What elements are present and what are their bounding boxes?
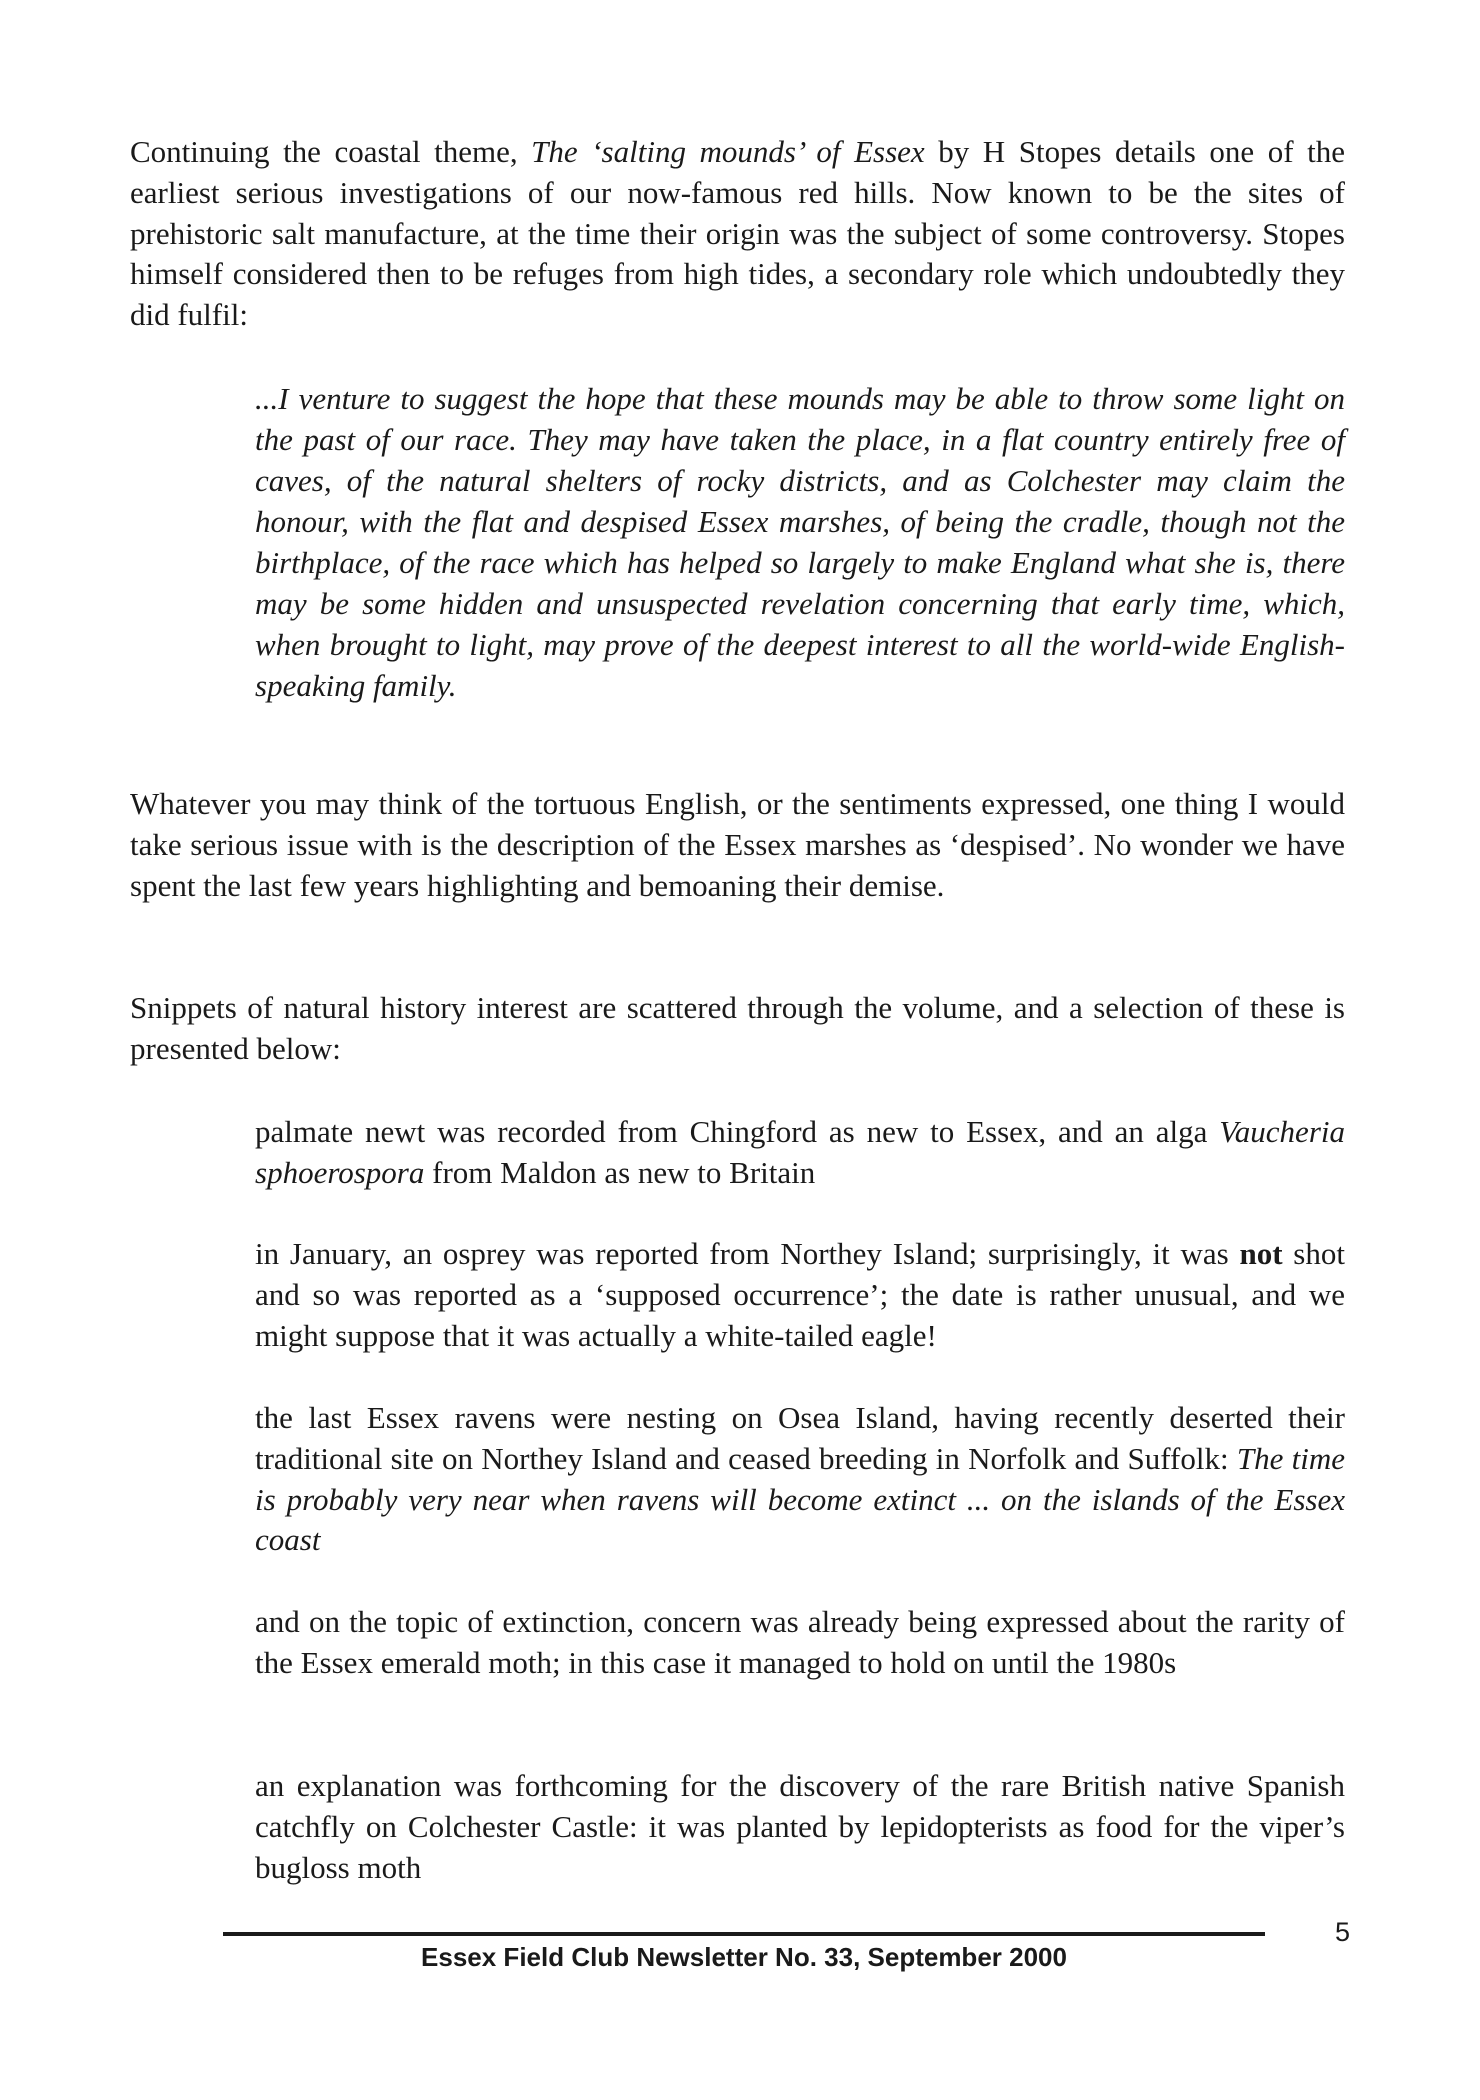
species-name: Vaucheria sphoerospora [255, 1114, 1345, 1190]
snippet-item-catchfly: an explanation was forthcoming for the discovery of the rare British native Spanish catchfly on Colchester Castle: it was planted by lepidopterists as food for the viper’s bugloss moth [255, 1768, 1345, 1885]
snippet-item-ravens [255, 1398, 1345, 1561]
footer-rule [223, 1932, 1265, 1936]
page-number: 5 [1335, 1917, 1351, 1947]
intro-text-before-title: Continuing the coastal theme, [130, 134, 532, 169]
article-title: The ‘salting mounds’ of Essex [531, 134, 925, 169]
snippet-osprey-before: in January, an osprey was reported from Northey Island; surprisingly, it was [255, 1236, 1240, 1271]
snippet-osprey-after: shot and so was reported as a ‘supposed occurrence’; the date is rather unusual, and we might suppose that it was actually a white-tailed eagle! [255, 1236, 1345, 1353]
snippet-ravens-quote: The time is probably very near when ravens will become extinct ... on the islands of the Essex coast [255, 1440, 1345, 1558]
snippet-newt-text: palmate newt was recorded from Chingford as new to Essex, and an alga [255, 1114, 1220, 1149]
snippet-newt-after: from Maldon as new to Britain [424, 1154, 816, 1190]
footer-title: Essex Field Club Newsletter No. 33, September 2000 [421, 1942, 1067, 1972]
snippet-item-newt [255, 1112, 1345, 1194]
emphasis-not: not [1239, 1236, 1283, 1271]
snippet-item-osprey [255, 1234, 1345, 1356]
intro-text-after-title: by H Stopes details one of the earliest serious investigations of our now-famous red hills. Now known to be the sites of prehistoric salt manufacture, at the time their origin was the subject of some controversy. Stopes himself considered then to be refuges from high tides, a secondary role which undoubtedly they did fulfil: [130, 134, 1345, 333]
comment-paragraph: Whatever you may think of the tortuous English, or the sentiments expressed, one thing I would take serious issue with is the description of the Essex marshes as ‘despised’. No wonder we have spent the last few years highlighting and bemoaning their demise. [130, 786, 1345, 903]
snippet-item-moth: and on the topic of extinction, concern was already being expressed about the rarity of the Essex emerald moth; in this case it managed to hold on until the 1980s [255, 1604, 1345, 1680]
intro-paragraph [130, 132, 1345, 336]
snippet-ravens-text: the last Essex ravens were nesting on Osea Island, having recently deserted their traditional site on Northey Island and ceased breeding in Norfolk and Suffolk: [255, 1400, 1345, 1476]
snippets-intro-paragraph: Snippets of natural history interest are scattered through the volume, and a selection of these is presented below: [130, 990, 1345, 1066]
block-quote: ...I venture to suggest the hope that these mounds may be able to throw some light on the past of our race. They may have taken the place, in a flat country entirely free of caves, of the natural shelters of rocky districts, and as Colchester may claim the honour, with the flat and despised Essex marshes, of being the cradle, though not the birthplace, of the race which has helped so largely to make England what she is, there may be some hidden and unsuspected revelation concerning that early time, which, when brought to light, may prove of the deepest interest to all the world-wide English-speaking family. [255, 381, 1345, 703]
